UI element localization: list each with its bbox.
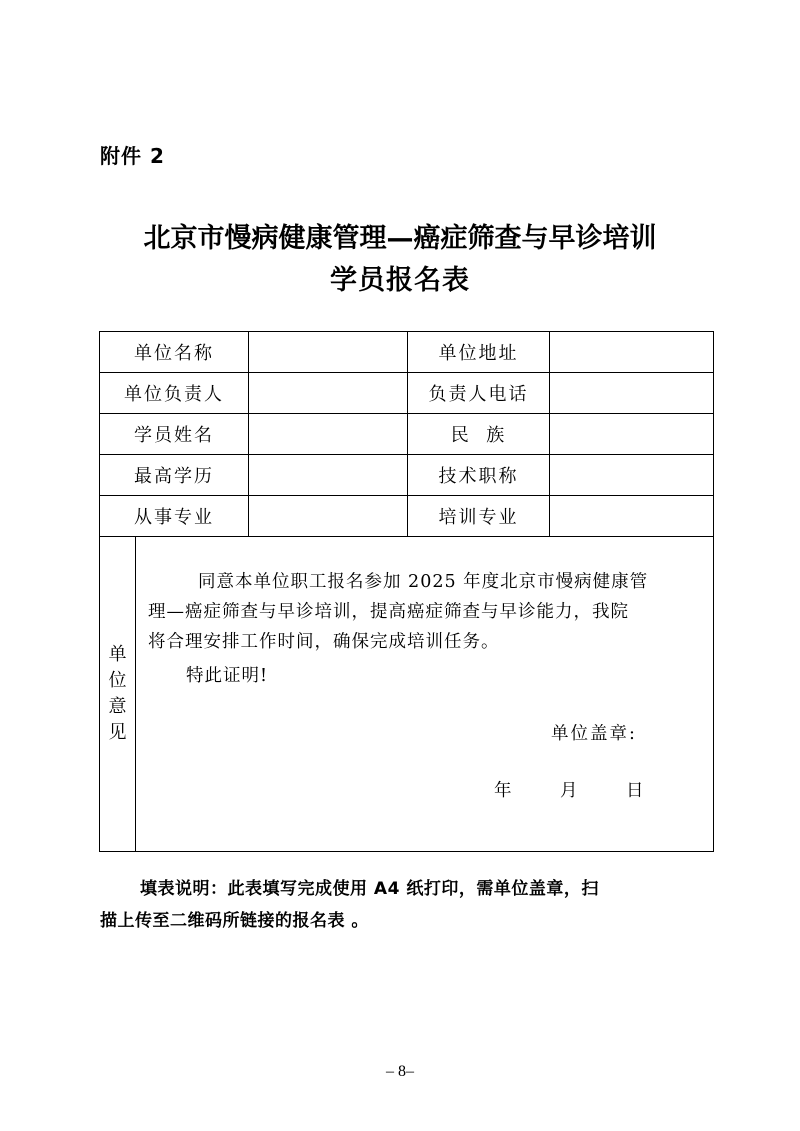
unit-opinion-side-label — [100, 537, 136, 852]
opinion-line: 理—癌症筛查与早诊培训，提高癌症筛查与早诊能力，我院 — [148, 602, 629, 622]
form-row-unit-name — [100, 332, 714, 373]
date-year-label: 年 — [494, 781, 512, 801]
field-technical-title[interactable] — [550, 455, 714, 496]
date-month-label: 月 — [560, 781, 578, 801]
form-title-line-2: 学员报名表 — [330, 265, 470, 296]
form-row-education — [100, 455, 714, 496]
certification-text: 特此证明! — [186, 666, 269, 686]
side-label-char: 见 — [108, 722, 127, 743]
label-specialty: 从事专业 — [100, 496, 249, 537]
registration-form-table — [99, 331, 714, 852]
field-specialty[interactable] — [249, 496, 408, 537]
opinion-line-text: 同意本单位职工报名参加 2025 年度北京市慢病健康管 — [198, 572, 649, 592]
filling-instructions-line-2: 描上传至二维码所链接的报名表 。 — [100, 911, 369, 931]
side-label-char: 位 — [108, 670, 127, 691]
field-head-phone[interactable] — [550, 373, 714, 414]
opinion-line: 将合理安排工作时间，确保完成培训任务。 — [148, 632, 500, 652]
label-head-phone: 负责人电话 — [408, 373, 550, 414]
page-number: – 8– — [386, 1063, 414, 1080]
form-row-specialty — [100, 496, 714, 537]
form-row-trainee-name — [100, 414, 714, 455]
date-day-label: 日 — [626, 781, 644, 801]
label-unit-head: 单位负责人 — [100, 373, 249, 414]
filling-instructions-line-1: 填表说明：此表填写完成使用 A4 纸打印，需单位盖章，扫 — [140, 879, 599, 899]
side-label-char: 意 — [108, 696, 127, 717]
field-ethnicity[interactable] — [550, 414, 714, 455]
label-ethnicity: 民 族 — [408, 414, 550, 455]
opinion-paragraph — [148, 567, 708, 657]
seal-label: 单位盖章: — [551, 724, 637, 744]
form-row-unit-head — [100, 373, 714, 414]
form-row-unit-opinion — [100, 537, 714, 852]
unit-opinion-box — [136, 537, 714, 852]
form-title-line-1: 北京市慢病健康管理—癌症筛查与早诊培训 — [143, 223, 657, 254]
label-unit-name: 单位名称 — [100, 332, 249, 373]
side-label-char: 单 — [108, 644, 127, 665]
label-training-specialty: 培训专业 — [408, 496, 550, 537]
field-unit-head[interactable] — [249, 373, 408, 414]
field-unit-address[interactable] — [550, 332, 714, 373]
field-unit-name[interactable] — [249, 332, 408, 373]
label-technical-title: 技术职称 — [408, 455, 550, 496]
label-trainee-name: 学员姓名 — [100, 414, 249, 455]
field-trainee-name[interactable] — [249, 414, 408, 455]
label-education: 最高学历 — [100, 455, 249, 496]
label-unit-address: 单位地址 — [408, 332, 550, 373]
attachment-label: 附件 2 — [100, 144, 165, 168]
opinion-line — [148, 567, 708, 597]
field-education[interactable] — [249, 455, 408, 496]
field-training-specialty[interactable] — [550, 496, 714, 537]
